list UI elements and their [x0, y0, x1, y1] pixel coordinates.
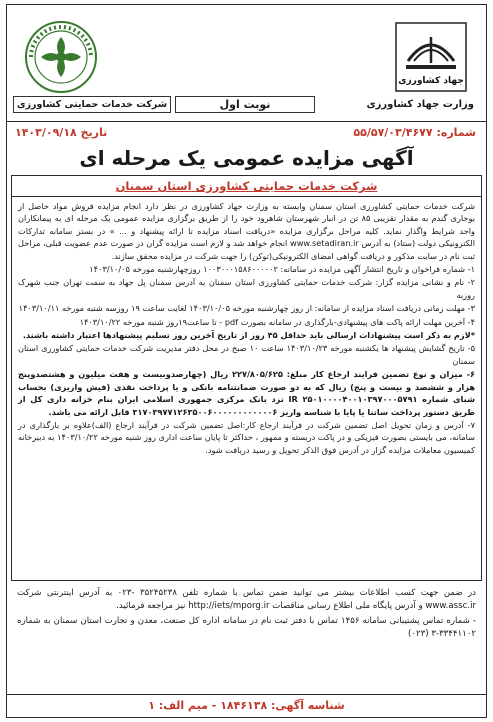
- item-2: ۲- نام و نشانی مزایده گزار: شرکت خدمات حمایتی کشاورزی استان سمنان به آدرس سمنان پل جهاد به سمت تهران جنب شهرک روزبه: [18, 277, 475, 300]
- page-title: آگهی مزایده عمومی یک مرحله ای: [79, 146, 414, 170]
- notice-code: شناسه آگهی: ۱۸۴۶۱۳۸ - میم الف: ۱: [7, 694, 486, 717]
- ministry-name: وزارت جهاد کشاورزی: [366, 99, 474, 110]
- notice-frame: [6, 4, 487, 718]
- item-5: ۵- تاریخ گشایش پیشنهاد ها یکشنبه مورخه ۱۴۰۳/۱۰/۲۳ ساعت ۱۰ صبح در محل دفتر مدیریت شرکت خدمات حمایتی کشاورزی استان سمنان: [18, 343, 475, 366]
- svg-text:جهاد کشاورزی: جهاد کشاورزی: [398, 76, 464, 86]
- item-4: ۴- آخرین مهلت ارائه پاکت های پیشنهادی-بارگذاری در سامانه بصورت pdf - تا ساعت۱۹روز شنبه مورخه ۱۴۰۳/۱۰/۲۲: [79, 316, 475, 327]
- paragraphs: [12, 197, 481, 456]
- jahad-logo-icon: [394, 21, 468, 93]
- company-name: شرکت خدمات حمایتی کشاورزی: [13, 96, 171, 113]
- support-line: - شماره تماس پشتیبانی سامانه ۱۴۵۶ تماس با دفتر ثبت نام در سامانه اداره کل صنعت، معدن و تجارت استان سمنان به شماره ۳۳۴۴۱۱۰۲-۳ (۰۲۳): [17, 616, 476, 639]
- company-seal-icon: [23, 19, 99, 95]
- meta-row: [7, 122, 486, 144]
- item-1: ۱- شماره فراخوان و تاریخ انتشار آگهی مزایده در سامانه: ۱۰۰۳۰۰۰۱۵۸۶۰۰۰۰۰۲ روزچهارشنبه مورخه ۱۴۰۳/۱۰/۰۵: [89, 264, 475, 275]
- intro-paragraph: شرکت خدمات حمایتی کشاورزی استان سمنان وابسته به وزارت جهاد کشاورزی در نظر دارد انجام مزایده فروش مواد حاصل از بوجاری گندم به مقدار تقریبی ۸۵ تن در انبار شهرستان شاهرود خود را از طریق برگزاری مزایده عمومی یک مرحله ای به پیمانکاران واجد شرایط واگذار نماید. کلیه مراحل برگزاری مزایده «دریافت اسناد مزایده تا ارائه پیشنهاد و ... » در بستر سامانه تدارکات الکترونیکی دولت (ستاد) به آدرس www.setadiran.ir انجام خواهد شد و لازم است مزایده گران در صورت عدم عضویت قبلی، مراحل ثبت نام در سایت مذکور و دریافت گواهی امضای الکترونیکی(توکن) را جهت شرکت در مزایده محقق سازند.: [18, 201, 475, 261]
- item-6: ۶- میزان و نوع تضمین فرایند ارجاع کار مبلغ: ۲۲۷/۸۰۵/۶۲۵ ریال (چهارصدوبیست و هفت میلیون و هشتصدوپنج هزار و ششصد و بیست و پنج) ریال که به دو صورت ضمانتنامه بانکی و یا پرداخت نقدی (فیش واریزی) بحساب شبای شماره IR ۲۵۰۱۰۰۰۰۴۰۰۱۰۳۹۷۰۰۰۵۷۹۱ نزد بانک مرکزی جمهوری اسلامی ایران بنام خزانه داری کل از طریق دستور پرداخت ساتنا یا پایا با شناسه واریز ۳۱۷۰۳۹۷۷۱۲۶۳۵۰۰۶۰۰۰۰۰۰۰۰۰۰۰۰۶ قابل ارائه می باشد.: [18, 369, 476, 417]
- footer-info: [11, 587, 482, 643]
- item-3: ۳- مهلت زمانی دریافت اسناد مزایده از سامانه: از روز چهارشنبه مورخه ۱۴۰۳/۱۰/۰۵ لغایت ساعت ۱۹ روزسه شنبه مورخه ۱۴۰۳/۱۰/۱۱: [18, 303, 475, 314]
- notice-number: شماره: ۵۵/۵۷/۰۳/۴۶۷۷: [353, 126, 476, 139]
- contact-line: در ضمن جهت کسب اطلاعات بیشتر می توانید ضمن تماس با شماره تلفن ۳۵۲۴۵۲۳۸ -۰۲۳ به آدرس اینترنتی شرکت www.assc.ir و آدرس پایگاه ملی اطلاع رسانی مناقصات http://iets/mporg.ir نیز مراجعه فرمائید.: [17, 588, 476, 611]
- round-label: نوبت اول: [175, 96, 315, 113]
- notice-body: [11, 175, 482, 581]
- subtitle: شرکت خدمات حمایتی کشاورزی استان سمنان: [12, 176, 481, 197]
- item-4-note: *لازم به ذکر است پیشنهادات ارسالی باید حداقل ۴۵ روز از تاریخ آخرین روز تسلیم پیشنهادها اعتبار داشته باشند.: [22, 330, 475, 341]
- notice-date: تاریخ ۱۴۰۳/۰۹/۱۸: [15, 126, 108, 139]
- item-7: ۷- آدرس و زمان تحویل اصل تضمین شرکت در فرآیند ارجاع کار:اصل تضمین شرکت در فرآیند ارجاع (الف)علاوه بر بارگذاری در سامانه، می بایستی بصورت فیزیکی و در پاکت دربسته و ممهور ، حداکثر تا پایان ساعت اداری روز شنبه مورخه ۱۴۰۳/۱۰/۲۲ به دبیرخانه کمیسیون معاملات مزایده گزار در آدرس فوق الذکر تحویل و رسید دریافت شود.: [18, 419, 476, 455]
- header: [7, 5, 486, 122]
